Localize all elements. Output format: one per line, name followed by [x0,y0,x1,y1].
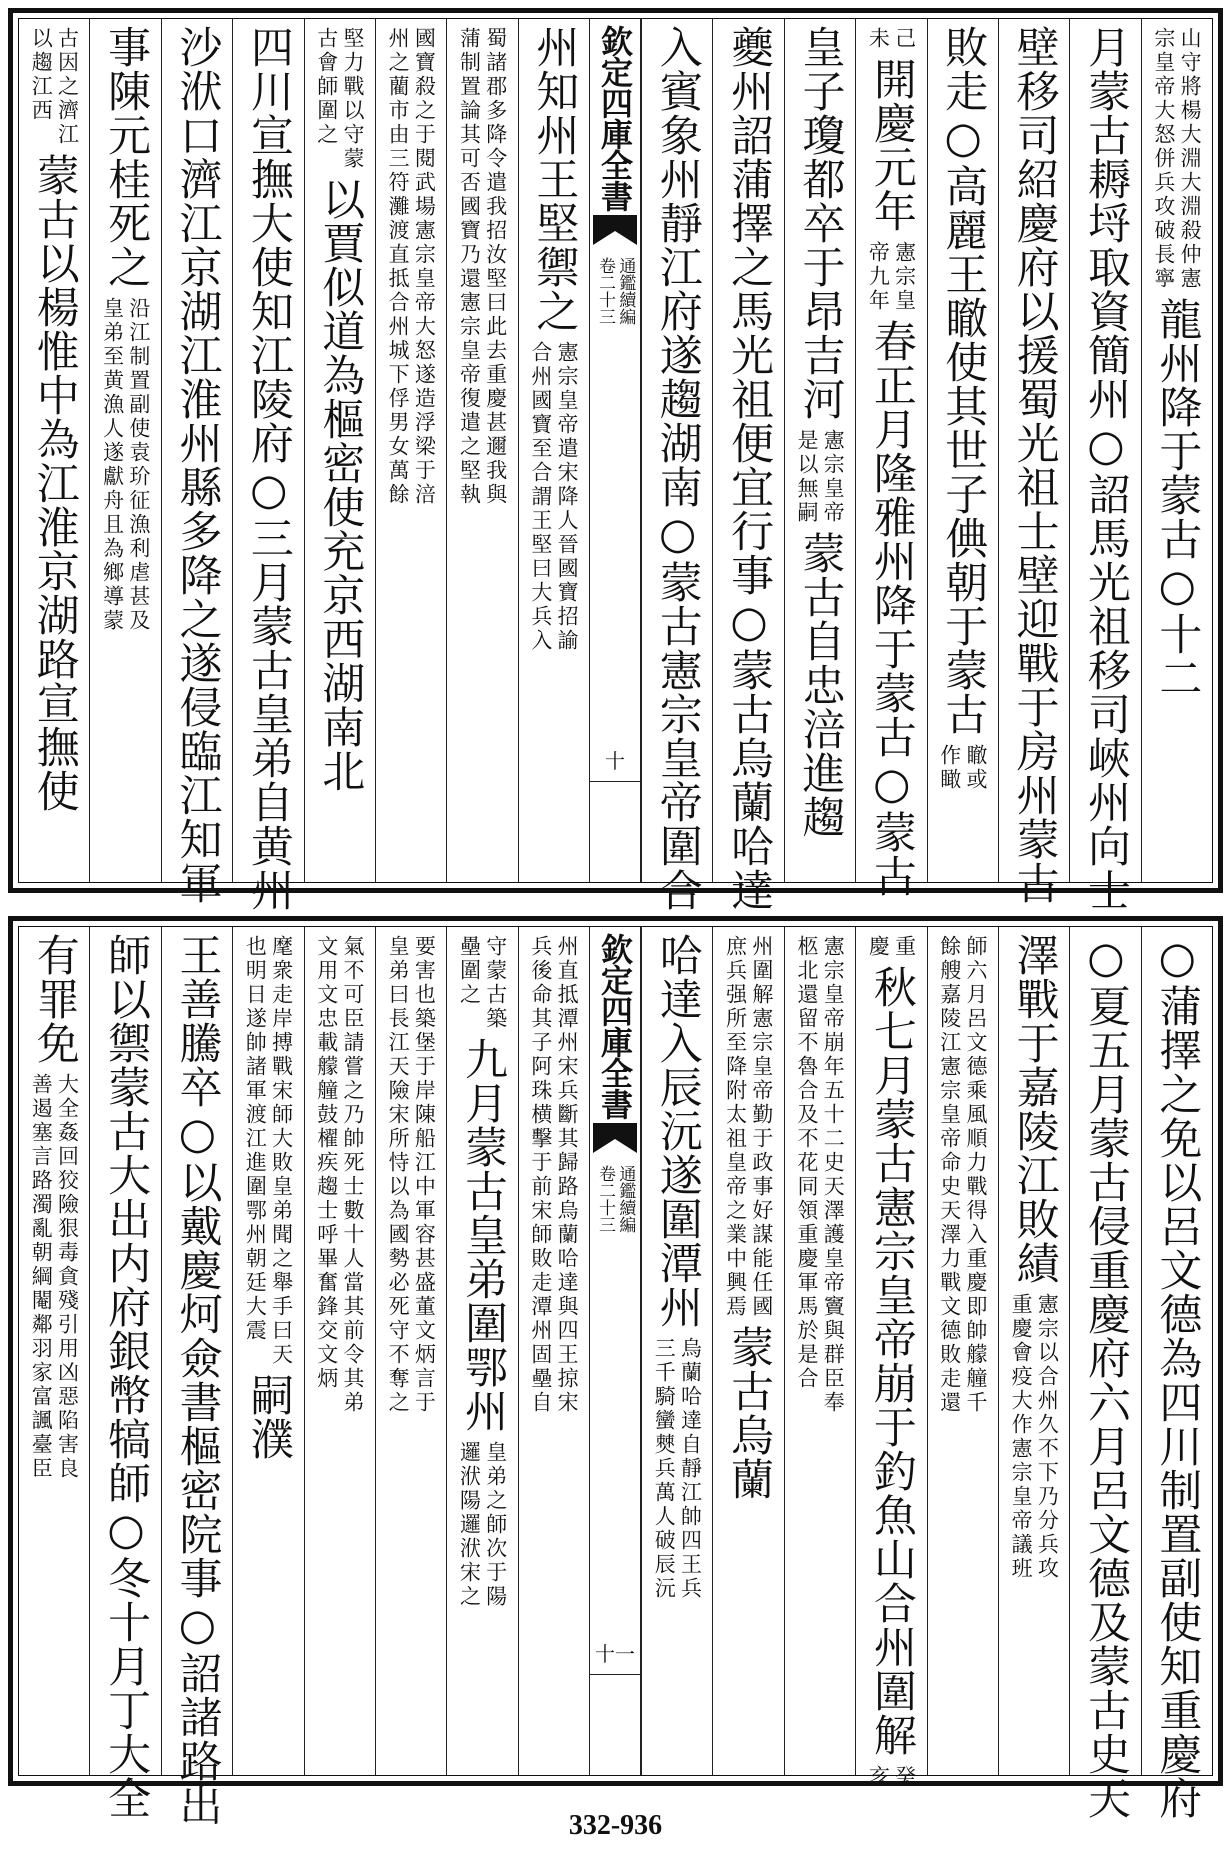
text-column [998,927,1069,1775]
text-column [89,19,160,882]
annotation-line: 皇弟曰長江天險宋所恃以為國勢必死守不奪之 [386,935,411,1415]
annotation-pair [28,19,81,147]
column-content [1009,19,1060,905]
annotation-pair [936,736,989,792]
text-column [375,19,446,882]
annotation-line: 作瞰 [937,744,962,792]
text-column [89,927,160,1820]
main-text: 九月蒙古皇弟圍鄂州 [457,1037,508,1433]
text-column [1069,19,1140,912]
main-text: 以賈似道為樞密使充京西湖南北 [315,177,366,793]
text-column [304,927,375,1775]
column-content [1151,19,1204,882]
column-content [794,19,847,882]
main-text: 王善騰卒○以戴慶炣僉書樞密院事○詔諸路出 [172,933,223,1827]
text-column [712,927,783,1775]
text-column [19,927,89,1775]
annotation-line: 憲宗皇帝遣宋降人晉國寶招諭 [555,341,580,653]
main-text: 州知州王堅禦之 [529,25,580,333]
annotation-line: 州之藺市由三符灘渡直抵合州城下俘男女萬餘 [386,27,411,507]
annotation-pair [385,927,438,1415]
main-text: 入賓象州靜江府遂趨湖南○蒙古憲宗皇帝圍合 [652,25,703,912]
column-content [313,927,366,1775]
annotation-line: 皇弟至黄漁人遂獻舟且為鄉導蒙 [100,297,125,633]
text-column [518,19,589,882]
annotation-line: 三千騎蠻僰兵萬人破辰沅 [652,1337,677,1601]
annotation-line: 宗皇帝大怒併兵攻破長寧 [1151,27,1176,291]
text-column [232,19,303,912]
main-text: 開慶元年 [866,57,917,233]
annotation-line: 帝九年 [866,241,891,313]
annotation-line: 餘艘嘉陵江憲宗皇帝命史天澤力戰文德敗走還 [937,935,962,1415]
annotation-line: 烏蘭哈達自靜江帥四王兵 [678,1337,703,1601]
text-column [998,19,1069,905]
text-column [161,19,232,905]
column-content [1152,927,1203,1820]
column-content [243,19,294,912]
column-content [28,927,81,1775]
annotation-line: 麾衆走岸搏戰宋師大敗皇弟聞之舉手曰天 [269,935,294,1367]
annotation-pair [456,19,509,507]
text-column [927,19,998,882]
annotation-pair [456,1433,509,1609]
main-text: 夔州詔蒲擇之馬光祖便宜行事○蒙古烏蘭哈達 [724,25,775,912]
main-text: 事陳元桂死之 [101,25,152,289]
column-content [99,19,152,882]
annotation-line: 州圍解憲宗皇帝勤于政事好謀能任國 [749,935,774,1319]
annotation-pair [313,19,366,171]
annotation-pair [1151,19,1204,291]
text-column [19,19,89,882]
column-content [385,19,438,882]
text-column [855,19,926,898]
annotation-line: 師六月呂文德乘風順力戰得入重慶即帥艨艟千 [963,935,988,1415]
annotation-line: 州直抵潭州宋兵斷其歸路烏蘭哈達與四王掠宋 [555,935,580,1415]
annotation-line: 未 [866,27,891,51]
main-text: 沙洑口濟江京湖江淮州縣多降之遂侵臨江知軍 [172,25,223,905]
annotation-pair [385,19,438,507]
main-text: 敗走○高麗王瞮使其世子倎朝于蒙古 [938,25,989,736]
annotation-line: 庶兵强所至降附太祖皇帝之業中興焉 [723,935,748,1319]
main-text: 師以禦蒙古大出内府銀幣犒師○冬十月丁大全 [101,933,152,1820]
center-subtitle [595,1157,636,1233]
main-text: ○夏五月蒙古侵重慶府六月呂文德及蒙古史天 [1080,933,1131,1820]
annotation-line: 要害也築堡于岸陳船江中軍容甚盛董文炳言于 [412,935,437,1415]
annotation-pair [794,927,847,1415]
annotation-line: 古會師圍之 [314,27,339,147]
annotation-line: 重慶會疫大作憲宗皇帝議班 [1009,1293,1034,1581]
folio-number: 十 [605,749,625,773]
center-column [589,927,641,1775]
main-text: 壁移司紹慶府以援蜀光祖士壁迎戰于房州蒙古 [1009,25,1060,905]
column-content [865,19,918,898]
book-title: 欽定四庫全書 [596,25,634,211]
annotation-line: 文用文忠載艨艟鼓櫂疾趨士呼畢奮鋒交文炳 [314,935,339,1391]
text-column [641,19,712,912]
main-text: 春正月隆雅州降于蒙古○蒙古 [866,319,917,898]
annotation-line: 柩北還留不魯合及不花同領重慶軍馬於是合 [794,935,819,1391]
annotation-line: 壘圍之 [457,935,482,1007]
main-text: 蒙古以楊惟中為江淮京湖路宣撫使 [29,153,80,813]
annotation-line: 氣不可臣請嘗之乃帥死士數十人當其前令其弟 [340,935,365,1415]
text-column [518,927,589,1775]
annotation-line: 國寶殺之于閱武場憲宗皇帝大怒遂造浮梁于涪 [412,27,437,507]
annotation-line: 憲宗皇帝崩年五十二史天澤護皇帝竇與群臣奉 [821,935,846,1415]
column-content [456,927,509,1775]
main-text: 月蒙古耨埒取資簡州○詔馬光祖移司峽州向士 [1080,25,1131,912]
annotation-line: 蜀諸郡多降令遣我招汝堅曰此去重慶甚邇我與 [483,27,508,507]
annotation-line: 皇弟之師次于陽 [483,1441,508,1609]
text-column [375,927,446,1775]
annotation-pair [865,19,918,51]
annotation-line: 瞮或 [963,744,988,792]
main-text: 蒙古自忠涪進趨 [795,531,846,839]
annotation-pair [242,927,295,1367]
main-text: 皇子瓊都卒于昂吉河 [795,25,846,421]
main-text: ○蒲擇之免以呂文德為四川制置副使知重慶府 [1152,933,1203,1820]
folio-number: 十一 [595,1642,635,1666]
annotation-line: 己 [892,27,917,51]
annotation-line: 善遏塞言路濁亂朝綱閹鄰羽家富諷臺臣 [29,1073,54,1481]
text-column [1141,927,1212,1820]
center-column [589,19,641,882]
annotation-pair [528,927,581,1415]
folio-rule [590,781,640,782]
column-content [528,19,581,882]
column-content [385,927,438,1775]
column-content [456,19,509,882]
annotation-line: 重 [892,935,917,959]
center-sub-line: 卷二十三 [595,1165,615,1233]
top-columns [19,19,1212,912]
annotation-line: 蒲制置論其可否國寶乃還憲宗皇帝復遣之堅執 [457,27,482,507]
annotation-line: 大全姦回狡險狠毒貪殘引用凶惡陷害良 [55,1073,80,1481]
main-text: 澤戰于嘉陵江敗績 [1009,933,1060,1285]
text-column [712,19,783,912]
text-column [161,927,232,1827]
main-text: 嗣濮 [243,1373,294,1461]
text-column [1069,927,1140,1820]
top-page [8,8,1223,912]
column-content [865,927,918,1789]
column-content [652,19,703,912]
text-column [446,927,517,1775]
fishtail-icon [593,215,637,249]
annotation-line: 山守將楊大淵大淵殺仲憲 [1178,27,1203,291]
annotation-line: 憲宗以合州久不下乃分兵攻 [1035,1293,1060,1581]
main-text: 四川宣撫大使知江陵府○三月蒙古皇弟自黄州 [243,25,294,912]
page-number: 332-936 [568,1810,663,1841]
annotation-line: 是以無嗣 [794,429,819,525]
text-column [304,19,375,882]
annotation-line: 兵後命其子阿珠横擊于前宋師敗走潭州固壘自 [528,935,553,1415]
annotation-pair [456,927,509,1031]
center-sub-line: 通鑑續編 [615,257,636,325]
column-content [651,927,704,1775]
top-page-frame [18,18,1213,912]
column-content [936,19,989,882]
column-content [1008,927,1061,1775]
column-content [794,927,847,1775]
annotation-pair [865,1757,918,1789]
annotation-line: 慶 [866,935,891,959]
text-column [927,927,998,1775]
column-content [936,927,989,1775]
main-text: 哈達入辰沅遂圍潭州 [652,933,703,1329]
column-content [1080,927,1131,1820]
column-content [28,19,81,882]
text-column [784,19,855,882]
annotation-line: 也明日遂帥諸軍渡江進圍鄂州朝廷大震 [243,935,268,1343]
annotation-pair [722,927,775,1319]
annotation-line: 憲宗皇 [892,241,917,313]
book-title: 欽定四庫全書 [596,933,634,1119]
center-sub-line: 卷二十三 [595,257,615,325]
annotation-line: 憲宗皇帝 [821,429,846,525]
annotation-line: 以趨江西 [29,27,54,123]
text-column [784,927,855,1775]
main-text: 秋七月蒙古憲宗皇帝崩于釣魚山合州圍解 [866,965,917,1757]
text-column [232,927,303,1775]
column-content [101,927,152,1820]
annotation-pair [865,927,918,959]
main-text: 蒙古烏蘭 [724,1325,775,1501]
column-content [313,19,366,882]
text-column [446,19,517,882]
column-content [1080,19,1131,912]
column-content [172,927,223,1827]
annotation-pair [99,289,152,633]
annotation-pair [936,927,989,1415]
column-content [242,927,295,1775]
annotation-pair [651,1329,704,1601]
text-column [641,927,712,1775]
annotation-pair [28,1065,81,1481]
annotation-line: 邏洑陽邏洑宋之 [457,1441,482,1609]
folio-rule [590,1674,640,1675]
column-content [528,927,581,1775]
center-subtitle [595,249,636,325]
annotation-line: 堅力戰以守蒙 [340,27,365,171]
text-column [855,927,926,1789]
main-text: 有罪免 [29,933,80,1065]
column-content [724,19,775,912]
annotation-line: 守蒙古築 [483,935,508,1031]
main-text: 龍州降于蒙古○十二 [1152,297,1203,700]
text-column [1141,19,1212,882]
annotation-line: 沿江制置副使袁玠征漁利虐甚及 [126,297,151,633]
annotation-pair [1008,1285,1061,1581]
column-content [172,19,223,905]
center-sub-line: 通鑑續編 [615,1165,636,1233]
annotation-pair [313,927,366,1415]
fishtail-icon [593,1123,637,1157]
annotation-pair [528,333,581,653]
annotation-line: 古因之濟江 [55,27,80,147]
annotation-pair [865,233,918,313]
annotation-line: 癸 [892,1765,917,1789]
column-content [722,927,775,1775]
annotation-line: 亥 [866,1765,891,1789]
annotation-pair [794,421,847,525]
annotation-line: 合州國寶至合謂王堅曰大兵入 [528,341,553,653]
